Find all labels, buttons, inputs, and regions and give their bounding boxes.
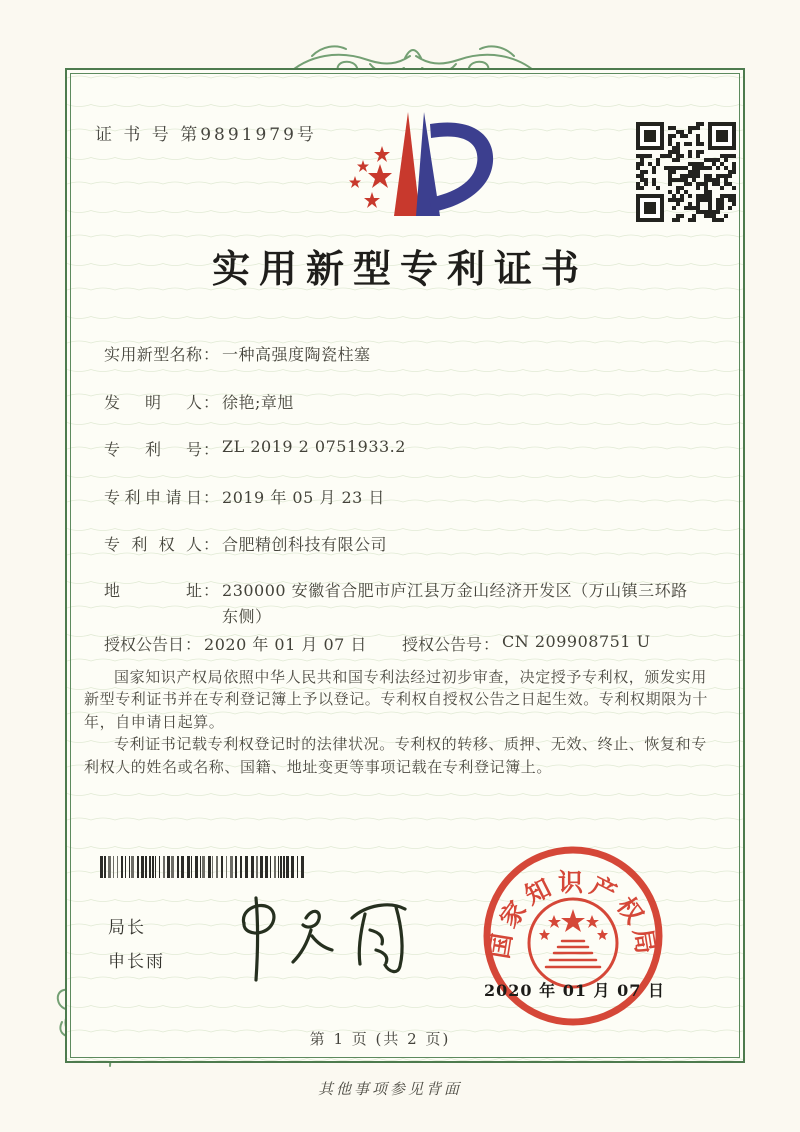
back-side-note: 其他事项参见背面 — [317, 1080, 462, 1098]
field-value: 2020 年 01 月 07 日 — [204, 635, 367, 654]
qr-code — [636, 122, 736, 222]
field-label: 授权公告日 — [104, 635, 185, 654]
field-label: 实用新型名称 — [104, 345, 202, 364]
field-row-filing-date: 专利申请日 ： 2019 年 05 月 23 日 — [104, 485, 385, 508]
legal-paragraph-2: 专利证书记载专利权登记时的法律状况。专利权的转移、质押、无效、终止、恢复和专利权人的姓名或名称、国籍、地址变更等事项记载在专利登记簿上。 — [84, 735, 707, 776]
field-value: 2019 年 05 月 23 日 — [222, 488, 385, 507]
field-label: 专利申请日 — [104, 488, 202, 507]
field-value: CN 209908751 U — [502, 632, 651, 651]
seal-date: 2020 年 01 月 07 日 — [484, 981, 665, 1000]
field-row-name: 实用新型名称 ： 一种高强度陶瓷柱塞 — [104, 342, 371, 365]
field-label: 专利权人 — [104, 535, 202, 554]
seal-text: 国家知识产权局 — [484, 868, 662, 961]
national-emblem-icon — [529, 899, 617, 987]
officer-title: 局长 — [108, 918, 146, 938]
legal-text — [84, 666, 716, 778]
field-row-grant-number: 授权公告号 ： CN 209908751 U — [402, 632, 651, 654]
logo-stars-icon — [349, 146, 392, 208]
barcode — [100, 856, 308, 878]
field-row-patentee: 专利权人 ： 合肥精创科技有限公司 — [104, 532, 387, 555]
field-label: 专利号 — [104, 440, 202, 459]
certificate-title: 实用新型专利证书 — [211, 246, 588, 291]
legal-paragraph-1: 国家知识产权局依照中华人民共和国专利法经过初步审查，决定授予专利权，颁发实用新型专利证书并在专利登记簿上予以登记。专利权自授权公告之日起生效。专利权期限为十年，自申请日起算。 — [84, 668, 709, 731]
field-value: 230000 安徽省合肥市庐江县万金山经济开发区（万山镇三环路东侧） — [222, 581, 688, 626]
field-label: 授权公告号 — [402, 635, 483, 654]
field-label: 地址 — [104, 581, 202, 600]
officer-name: 申长雨 — [108, 952, 165, 972]
field-value: 徐艳;章旭 — [222, 393, 294, 412]
field-value: ZL 2019 2 0751933.2 — [222, 437, 406, 456]
official-seal — [480, 843, 666, 1029]
field-row-grant-date: 授权公告日 ： 2020 年 01 月 07 日 — [104, 632, 367, 655]
field-row-patent-number: 专利号 ： ZL 2019 2 0751933.2 — [104, 437, 406, 459]
cnipa-logo — [330, 98, 510, 226]
director-signature — [228, 888, 418, 988]
field-row-address: 地址 ： 230000 安徽省合肥市庐江县万金山经济开发区（万山镇三环路东侧） — [104, 578, 700, 630]
field-label: 发明人 — [104, 393, 202, 412]
field-row-inventor: 发明人 ： 徐艳;章旭 — [104, 390, 294, 413]
field-value: 一种高强度陶瓷柱塞 — [222, 345, 371, 364]
field-value: 合肥精创科技有限公司 — [222, 535, 388, 554]
certificate-number: 证 书 号 第9891979号 — [95, 125, 317, 145]
page-number: 第 1 页 (共 2 页) — [309, 1030, 451, 1048]
